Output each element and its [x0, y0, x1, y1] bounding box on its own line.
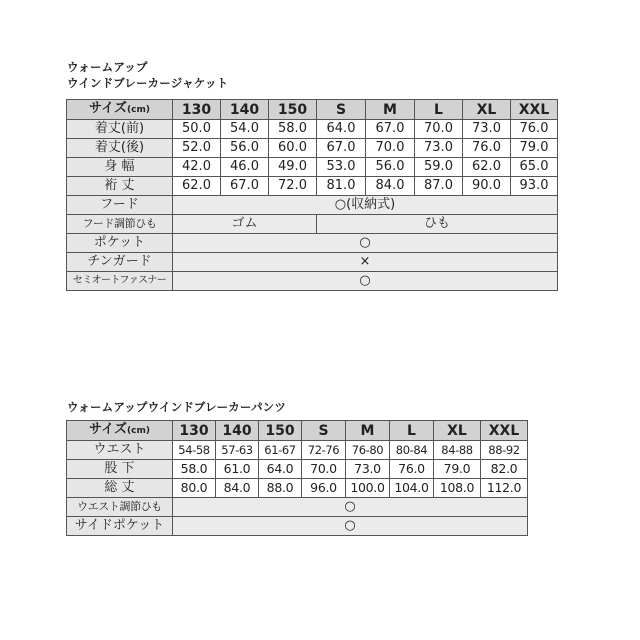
size-m: M — [346, 421, 390, 441]
jacket-row-sleeve-length — [67, 177, 558, 196]
table-cell: 50.0 — [173, 120, 221, 139]
jacket-row-front-length — [67, 120, 558, 139]
table-cell: 84.0 — [216, 479, 259, 498]
table-cell: 112.0 — [481, 479, 528, 498]
size-xxl: XXL — [481, 421, 528, 441]
table-cell: 62.0 — [463, 158, 511, 177]
hood-adjust-adult-value: ひも — [317, 215, 558, 234]
row-label: 股 下 — [67, 460, 173, 479]
side-pocket-value: ○ — [173, 517, 528, 536]
pants-row-side-pocket — [67, 517, 528, 536]
jacket-title-line1: ウォームアップ — [67, 60, 148, 74]
table-cell: 67.0 — [317, 139, 366, 158]
size-150: 150 — [259, 421, 302, 441]
size-xxl: XXL — [511, 100, 558, 120]
jacket-header-row — [67, 100, 558, 120]
row-label: フード — [67, 196, 173, 215]
table-cell: 76.0 — [463, 139, 511, 158]
pants-row-total-length — [67, 479, 528, 498]
size-l: L — [415, 100, 463, 120]
table-cell: 73.0 — [346, 460, 390, 479]
table-cell: 76-80 — [346, 441, 390, 460]
pants-row-inseam — [67, 460, 528, 479]
row-label: セミオートファスナー — [67, 272, 173, 291]
size-label: サイズ — [89, 101, 127, 116]
chin-guard-value: × — [173, 253, 558, 272]
size-xl: XL — [463, 100, 511, 120]
table-cell: 72.0 — [269, 177, 317, 196]
jacket-row-chin-guard — [67, 253, 558, 272]
size-130: 130 — [173, 421, 216, 441]
table-cell: 65.0 — [511, 158, 558, 177]
table-cell: 58.0 — [173, 460, 216, 479]
row-label: サイドポケット — [67, 517, 173, 536]
jacket-row-pocket — [67, 234, 558, 253]
table-cell: 70.0 — [415, 120, 463, 139]
pants-row-waist-adjust — [67, 498, 528, 517]
unit-label: (cm) — [127, 426, 150, 436]
row-label: 裄 丈 — [67, 177, 173, 196]
table-cell: 100.0 — [346, 479, 390, 498]
table-cell: 67.0 — [221, 177, 269, 196]
table-cell: 59.0 — [415, 158, 463, 177]
size-150: 150 — [269, 100, 317, 120]
row-label: 身 幅 — [67, 158, 173, 177]
table-cell: 87.0 — [415, 177, 463, 196]
row-label: ウエスト — [67, 441, 173, 460]
table-cell: 64.0 — [259, 460, 302, 479]
table-cell: 56.0 — [221, 139, 269, 158]
jacket-row-hood — [67, 196, 558, 215]
table-cell: 88-92 — [481, 441, 528, 460]
pants-size-table — [66, 420, 528, 536]
table-cell: 81.0 — [317, 177, 366, 196]
size-140: 140 — [216, 421, 259, 441]
table-cell: 60.0 — [269, 139, 317, 158]
jacket-size-table — [66, 99, 558, 291]
table-cell: 46.0 — [221, 158, 269, 177]
semi-zip-value: ○ — [173, 272, 558, 291]
table-cell: 76.0 — [390, 460, 434, 479]
pants-header-row — [67, 421, 528, 441]
jacket-row-semi-auto-zipper — [67, 272, 558, 291]
hood-adjust-kids-value: ゴム — [173, 215, 317, 234]
size-xl: XL — [434, 421, 481, 441]
size-label: サイズ — [89, 422, 127, 437]
pants-size-header — [67, 421, 173, 441]
size-s: S — [302, 421, 346, 441]
pants-title: ウォームアップウインドブレーカーパンツ — [67, 400, 287, 414]
table-cell: 57-63 — [216, 441, 259, 460]
table-cell: 61-67 — [259, 441, 302, 460]
pocket-value: ○ — [173, 234, 558, 253]
row-label: 総 丈 — [67, 479, 173, 498]
row-label: フード調節ひも — [67, 215, 173, 234]
jacket-row-chest-width — [67, 158, 558, 177]
table-cell: 82.0 — [481, 460, 528, 479]
table-cell: 49.0 — [269, 158, 317, 177]
size-m: M — [366, 100, 415, 120]
row-label: 着丈(前) — [67, 120, 173, 139]
row-label: チンガード — [67, 253, 173, 272]
jacket-row-hood-adjust — [67, 215, 558, 234]
table-cell: 72-76 — [302, 441, 346, 460]
table-cell: 64.0 — [317, 120, 366, 139]
table-cell: 80.0 — [173, 479, 216, 498]
table-cell: 73.0 — [415, 139, 463, 158]
jacket-size-header — [67, 100, 173, 120]
table-cell: 96.0 — [302, 479, 346, 498]
table-cell: 67.0 — [366, 120, 415, 139]
table-cell: 61.0 — [216, 460, 259, 479]
row-label: 着丈(後) — [67, 139, 173, 158]
table-cell: 84-88 — [434, 441, 481, 460]
table-cell: 84.0 — [366, 177, 415, 196]
table-cell: 79.0 — [511, 139, 558, 158]
table-cell: 76.0 — [511, 120, 558, 139]
size-s: S — [317, 100, 366, 120]
table-cell: 70.0 — [366, 139, 415, 158]
size-140: 140 — [221, 100, 269, 120]
table-cell: 52.0 — [173, 139, 221, 158]
row-label: ポケット — [67, 234, 173, 253]
row-label: ウエスト調節ひも — [67, 498, 173, 517]
table-cell: 62.0 — [173, 177, 221, 196]
table-cell: 88.0 — [259, 479, 302, 498]
unit-label: (cm) — [127, 105, 150, 115]
table-cell: 54-58 — [173, 441, 216, 460]
table-cell: 42.0 — [173, 158, 221, 177]
table-cell: 58.0 — [269, 120, 317, 139]
jacket-title-line2: ウインドブレーカージャケット — [67, 76, 229, 90]
table-cell: 56.0 — [366, 158, 415, 177]
table-cell: 80-84 — [390, 441, 434, 460]
table-cell: 108.0 — [434, 479, 481, 498]
table-cell: 73.0 — [463, 120, 511, 139]
size-l: L — [390, 421, 434, 441]
waist-adjust-value: ○ — [173, 498, 528, 517]
table-cell: 79.0 — [434, 460, 481, 479]
table-cell: 53.0 — [317, 158, 366, 177]
table-cell: 104.0 — [390, 479, 434, 498]
pants-row-waist — [67, 441, 528, 460]
hood-value: ○(収納式) — [173, 196, 558, 215]
table-cell: 90.0 — [463, 177, 511, 196]
jacket-row-back-length — [67, 139, 558, 158]
table-cell: 54.0 — [221, 120, 269, 139]
table-cell: 70.0 — [302, 460, 346, 479]
size-130: 130 — [173, 100, 221, 120]
table-cell: 93.0 — [511, 177, 558, 196]
